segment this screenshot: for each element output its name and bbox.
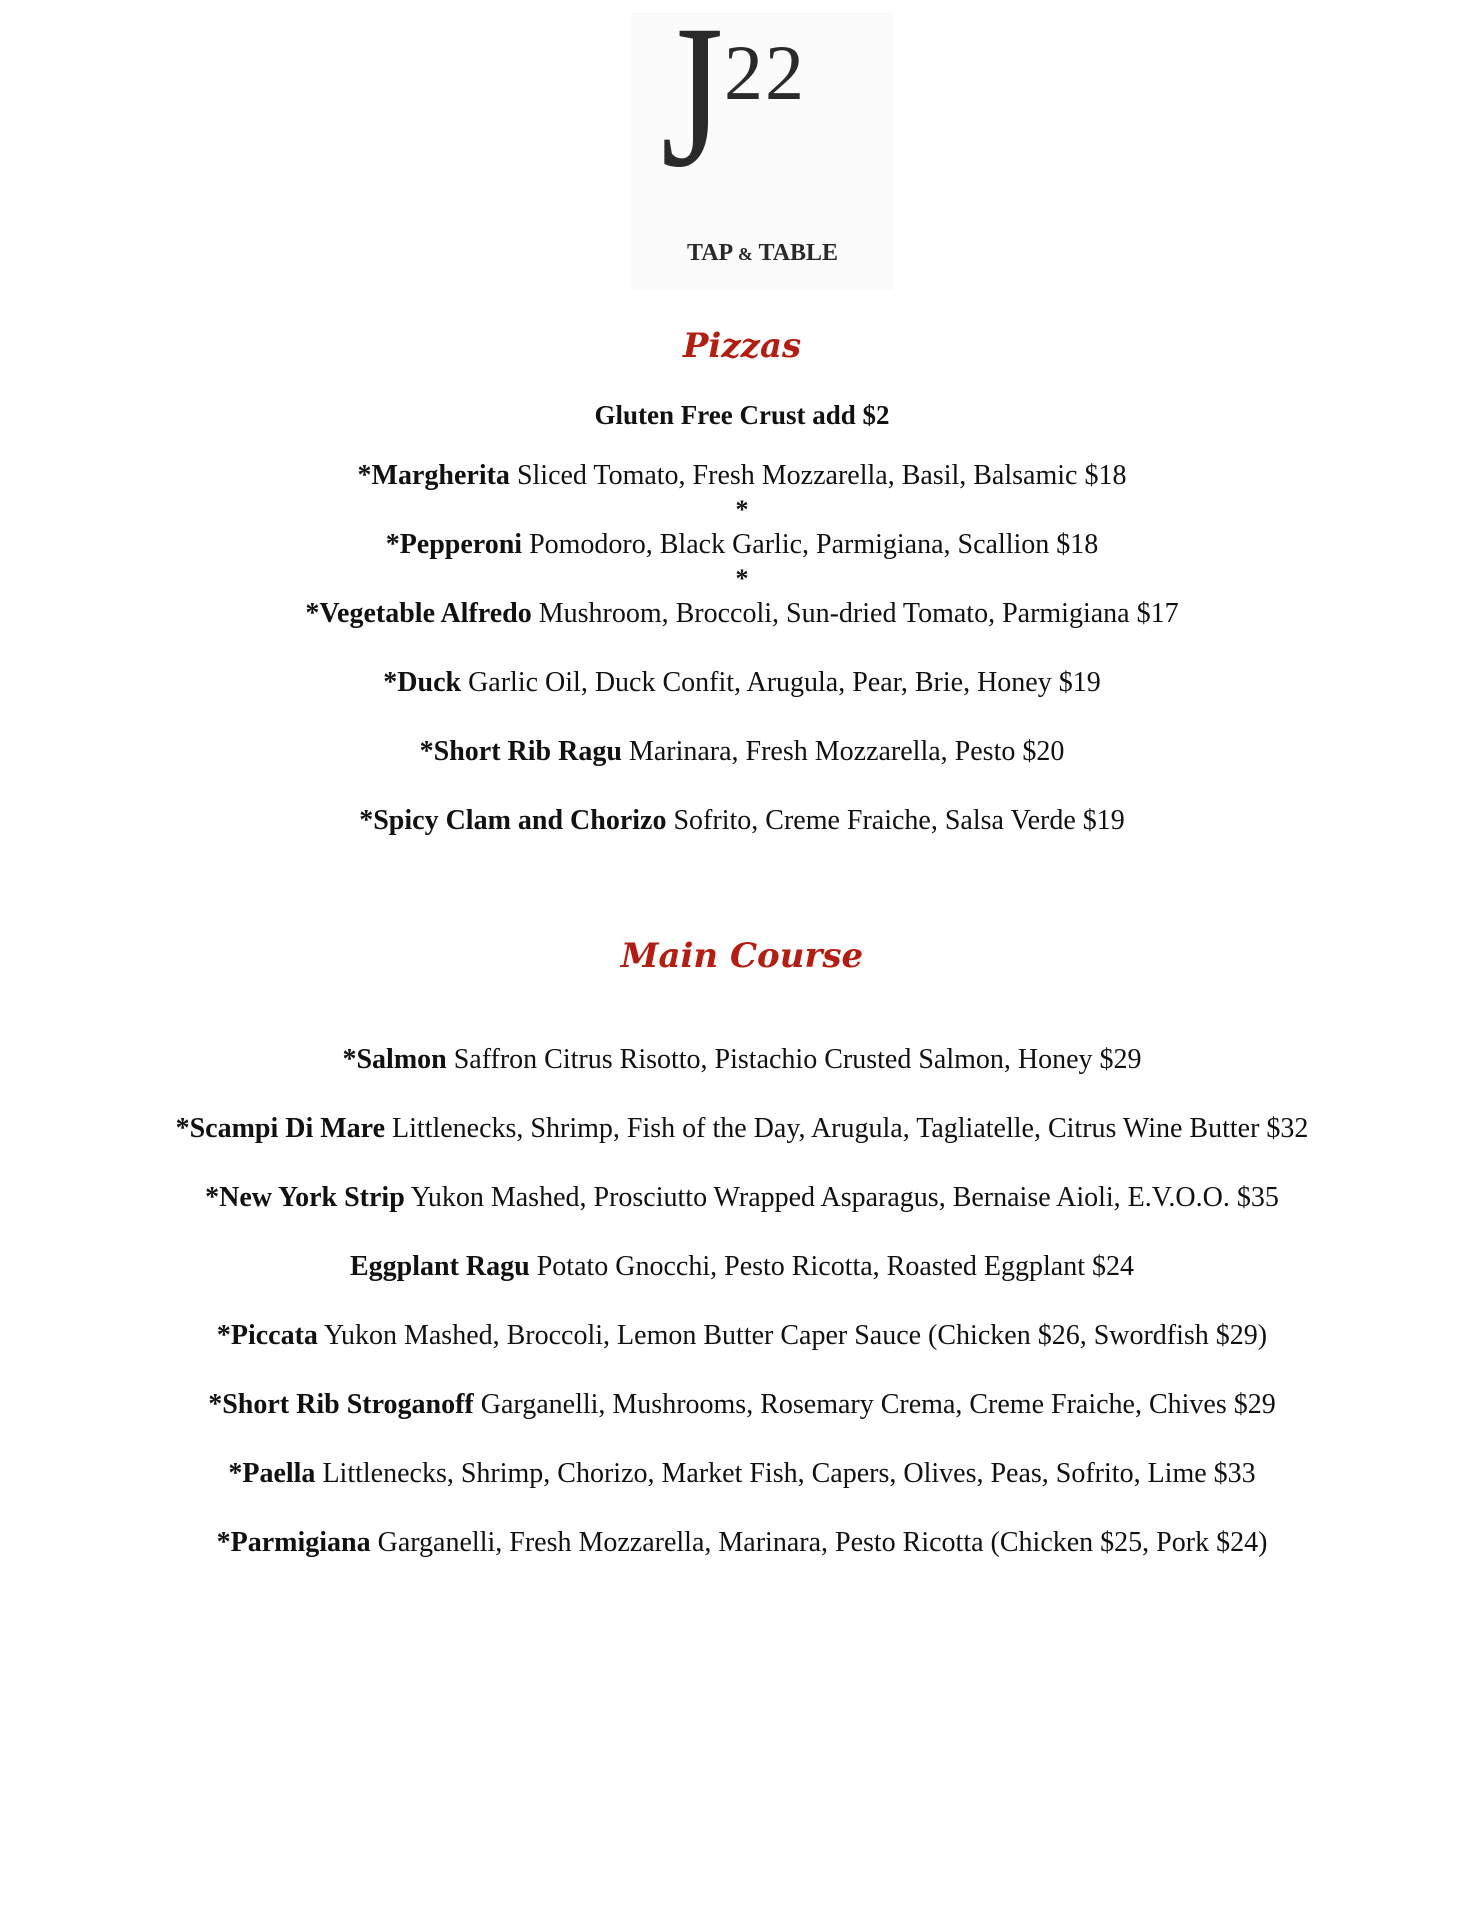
item-name: *Parmigiana — [216, 1527, 371, 1558]
menu-item — [0, 1043, 1484, 1077]
item-name: *Spicy Clam and Chorizo — [359, 805, 667, 836]
menu-item — [0, 1388, 1484, 1422]
item-name: *Pepperoni — [385, 529, 523, 560]
item-description: Garlic Oil, Duck Confit, Arugula, Pear, Brie, Honey $19 — [461, 667, 1101, 698]
main-course-heading: Main Course — [620, 936, 864, 976]
item-description: Marinara, Fresh Mozzarella, Pesto $20 — [621, 736, 1065, 767]
item-name: *Vegetable Alfredo — [305, 598, 532, 629]
menu-item — [0, 1457, 1484, 1491]
item-name: *Piccata — [216, 1320, 318, 1351]
menu-item — [0, 666, 1484, 700]
item-description: Sliced Tomato, Fresh Mozzarella, Basil, Balsamic $18 — [509, 460, 1127, 491]
item-description: Pomodoro, Black Garlic, Parmigiana, Scallion $18 — [522, 529, 1099, 560]
item-description: Yukon Mashed, Prosciutto Wrapped Asparagus, Bernaise Aioli, E.V.O.O. $35 — [404, 1182, 1279, 1213]
logo-tagline: TAP & TABLE — [687, 240, 839, 266]
item-description: Littlenecks, Shrimp, Chorizo, Market Fish, Capers, Olives, Peas, Sofrito, Lime $33 — [315, 1458, 1256, 1489]
item-description: Yukon Mashed, Broccoli, Lemon Butter Caper Sauce (Chicken $26, Swordfish $29) — [317, 1320, 1268, 1351]
menu-item — [0, 735, 1484, 769]
menu-item — [0, 1112, 1484, 1146]
item-name: *Margherita — [357, 460, 510, 491]
item-description: Garganelli, Mushrooms, Rosemary Crema, Creme Fraiche, Chives $29 — [473, 1389, 1276, 1420]
item-name: *New York Strip — [205, 1182, 405, 1213]
separator: * — [735, 495, 749, 524]
item-name: *Salmon — [342, 1044, 447, 1075]
item-name: *Paella — [228, 1458, 316, 1489]
menu-item — [0, 528, 1484, 562]
menu-item — [0, 1319, 1484, 1353]
item-name: *Short Rib Ragu — [419, 736, 622, 767]
item-description: Mushroom, Broccoli, Sun-dried Tomato, Parmigiana $17 — [531, 598, 1179, 629]
logo-number: 22 — [724, 29, 806, 116]
menu-item — [0, 1181, 1484, 1215]
gluten-free-note: Gluten Free Crust add $2 — [594, 400, 890, 430]
menu-item — [0, 1526, 1484, 1560]
item-name: *Duck — [383, 667, 462, 698]
pizzas-heading: Pizzas — [682, 326, 802, 366]
item-description: Garganelli, Fresh Mozzarella, Marinara, Pesto Ricotta (Chicken $25, Pork $24) — [370, 1527, 1268, 1558]
restaurant-logo — [631, 0, 893, 290]
menu-item — [0, 804, 1484, 838]
separator: * — [735, 564, 749, 593]
item-description: Sofrito, Creme Fraiche, Salsa Verde $19 — [666, 805, 1125, 836]
item-name: *Short Rib Stroganoff — [208, 1389, 474, 1420]
item-description: Potato Gnocchi, Pesto Ricotta, Roasted Eggplant $24 — [529, 1251, 1134, 1282]
menu-item — [0, 1250, 1484, 1284]
item-name: *Scampi Di Mare — [175, 1113, 386, 1144]
menu-item — [0, 459, 1484, 493]
item-description: Saffron Citrus Risotto, Pistachio Crusted Salmon, Honey $29 — [446, 1044, 1142, 1075]
menu-item — [0, 597, 1484, 631]
item-description: Littlenecks, Shrimp, Fish of the Day, Arugula, Tagliatelle, Citrus Wine Butter $32 — [385, 1113, 1309, 1144]
logo-letter: J — [661, 0, 724, 210]
item-name: Eggplant Ragu — [350, 1251, 530, 1282]
